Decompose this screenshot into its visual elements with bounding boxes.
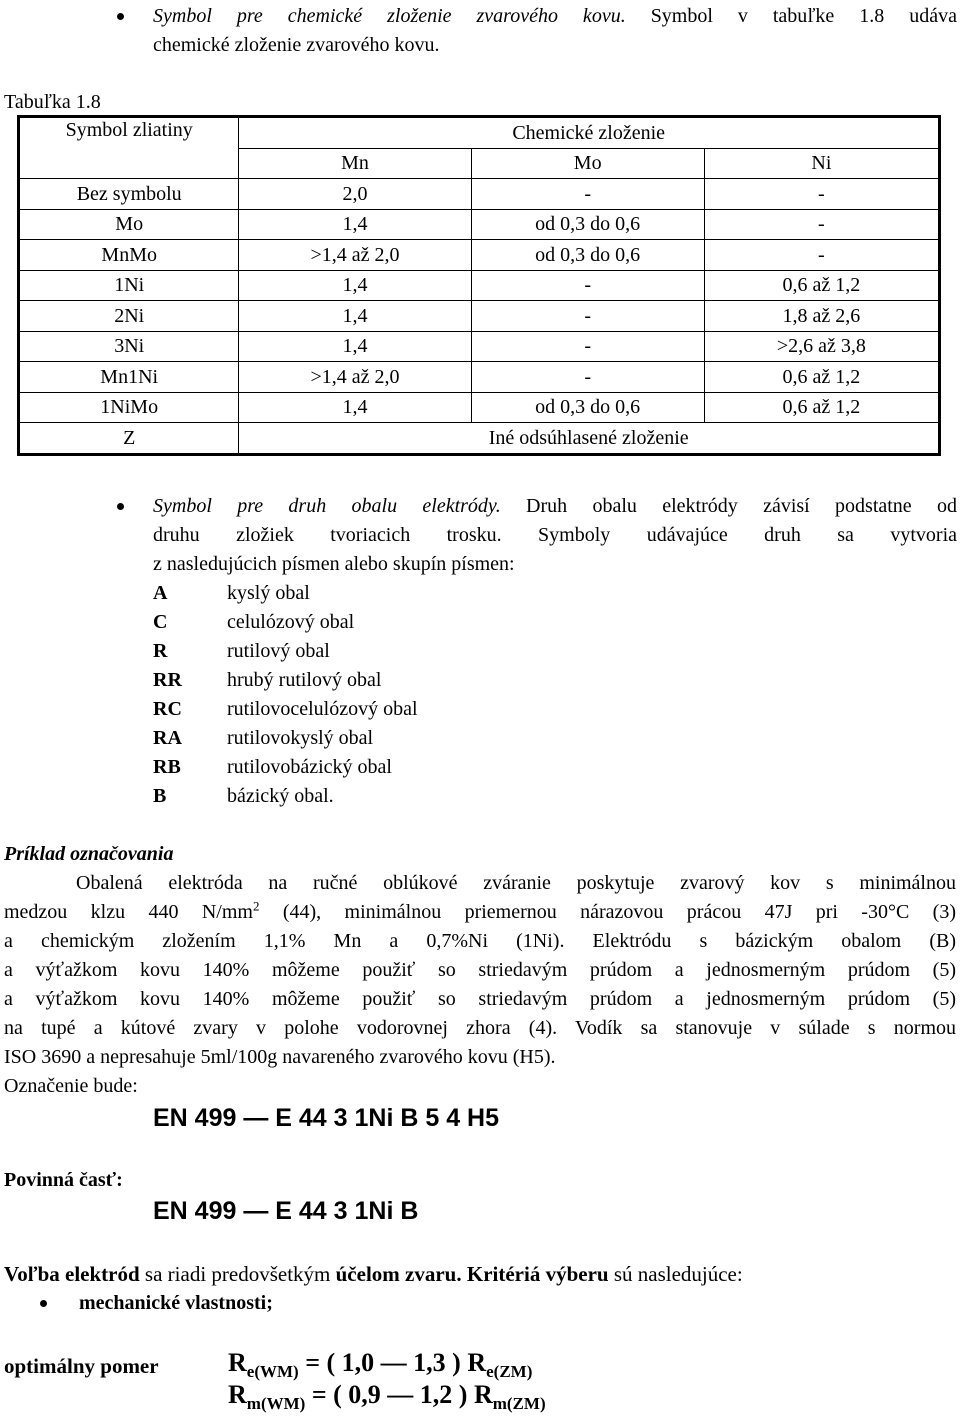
bullet-dot [117,13,124,20]
table-row: 2Ni 1,4 - 1,8 až 2,6 [19,301,940,332]
table-header-row [19,117,940,149]
ratio-tensile: $R_{m(WM)}$ = ( 0,9 — 1,2 ) $R_{m(ZM)}$ [228,1380,546,1414]
coating-code: A [153,582,168,604]
ratio-yield: $R_{e(WM)}$ = ( 1,0 — 1,3 ) $R_{e(ZM)}$ [228,1348,533,1382]
mechanical-properties-bullet: mechanické vlastnosti; [79,1292,273,1314]
coating-code: B [153,785,167,807]
ratio-label: optimálny pomer [4,1354,159,1378]
table-row: Mn1Ni >1,4 až 2,0 - 0,6 až 1,2 [19,362,940,393]
marking-mandatory: EN 499 — E 44 3 1Ni B [153,1197,419,1225]
bullet-dot [117,503,124,510]
table-row: MnMo >1,4 až 2,0 od 0,3 do 0,6 - [19,240,940,271]
superscript-2: 2 [252,898,260,914]
selection-line: Voľba elektród sa riadi predovšetkým účelom zvaru. Kritériá výberu sú nasledujúce: [4,1262,743,1286]
example-paragraph: Obalená elektróda na ručné oblúkové zváranie poskytuje zvarový kov s minimálnou medzou klzu 440 $N/mm^2$ (44), minimálnou priemernou nárazovou prácou 47J pri -30°C (3) a chemickým zložením 1,1% Mn a 0,7%Ni (1Ni). Elektródu s bázickým obalom (B) a výťažkom kovu 140% môžeme použiť so striedavým prúdom a jednosmerným prúdom (5) a výťažkom kovu 140% môžeme použiť so striedavým prúdom a jednosmerným prúdom (5) na tupé a kútové zvary v polohe vodorovnej zhora (4). Vodík sa stanovuje v súlade s normou ISO 3690 a nepresahuje 5ml/100g navareného zvarového kovu (H5). [4,872,956,1068]
coating-code: RC [153,698,182,720]
table-row: 1Ni 1,4 - 0,6 až 1,2 [19,270,940,301]
bullet-italic: Symbol pre druh obalu elektródy. [153,495,501,517]
table-row: Mo 1,4 od 0,3 do 0,6 - [19,209,940,240]
coating-desc: rutilový obal [227,640,330,662]
coating-desc: hrubý rutilový obal [227,669,382,691]
bullet-dot [40,1300,47,1307]
header-mn: Mn [239,148,471,179]
table-row: 3Ni 1,4 - >2,6 až 3,8 [19,331,940,362]
coating-code: C [153,611,168,633]
alloy-composition-table [17,115,941,456]
table-row: Bez symbolu 2,0 - - [19,179,940,210]
table-row: 1NiMo 1,4 od 0,3 do 0,6 0,6 až 1,2 [19,392,940,423]
bullet-chemical-composition: Symbol pre chemické zloženie zvarového kovu. Symbol v tabuľke 1.8 udáva chemické zloženie zvarového kovu. [153,5,958,56]
mandatory-label: Povinná časť: [4,1169,123,1191]
coating-code: RB [153,756,181,778]
coating-code: R [153,640,168,662]
marking-label: Označenie bude: [4,1075,138,1097]
coating-desc: rutilovocelulózový obal [227,698,418,720]
coating-code: RA [153,727,182,749]
coating-desc: kyslý obal [227,582,310,604]
table-row: Z Iné odsúhlasené zloženie [19,423,940,455]
bullet-coating-type: Symbol pre druh obalu elektródy. Druh obalu elektródy závisí podstatne od druhu zložiek tvoriacich trosku. Symboly udávajúce druh sa vytvoria z nasledujúcich písmen alebo skupín písmen: [153,495,958,575]
coating-desc: bázický obal. [227,785,334,807]
bullet-italic: Symbol pre chemické zloženie zvarového kovu. [153,5,626,27]
coating-desc: celulózový obal [227,611,355,633]
coating-desc: rutilovokyslý obal [227,727,374,749]
example-heading: Príklad označovania [4,843,174,865]
header-mo: Mo [471,148,704,179]
coating-code: RR [153,669,182,691]
table-caption: Tabuľka 1.8 [4,91,101,113]
header-composition: Chemické zloženie [239,117,940,149]
header-ni: Ni [704,148,939,179]
header-symbol: Symbol zliatiny [19,117,239,179]
marking-full: EN 499 — E 44 3 1Ni B 5 4 H5 [153,1104,500,1132]
coating-desc: rutilovobázický obal [227,756,392,778]
